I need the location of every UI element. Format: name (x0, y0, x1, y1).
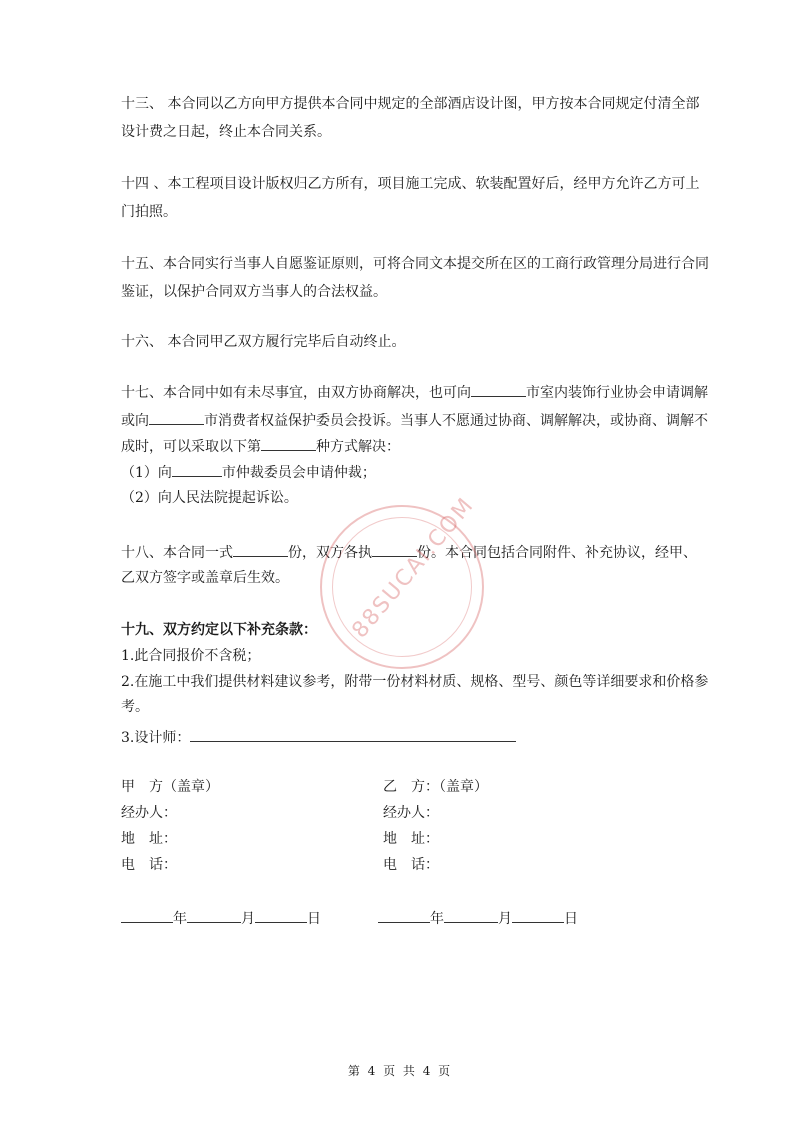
clause-15-line-2: 鉴证，以保护合同双方当事人的合法权益。 (121, 284, 387, 300)
clause-19-title: 十九、双方约定以下补充条款： (121, 622, 317, 638)
party-a-title: 甲 方（盖章） (121, 779, 219, 795)
clause-14-line-1: 十四 、本工程项目设计版权归乙方所有，项目施工完成、软装配置好后，经甲方允许乙方可上 (121, 176, 700, 192)
page-number-footer: 第 4 页 共 4 页 (347, 1064, 453, 1078)
clause-17-text-a: 十七、本合同中如有未尽事宜，由双方协商解决，也可向 (121, 385, 471, 401)
day-blank-field[interactable] (512, 908, 564, 923)
day-label: 日 (564, 911, 578, 927)
year-blank-field[interactable] (378, 908, 430, 923)
method-number-blank-field[interactable] (261, 436, 316, 451)
city-blank-field[interactable] (149, 410, 204, 425)
clause-19-item-2-line-2: 考。 (121, 699, 149, 715)
designer-label: 3.设计师： (121, 730, 191, 746)
clause-14-line-2: 门拍照。 (121, 204, 177, 220)
copies-blank-field[interactable] (233, 542, 288, 557)
city-blank-field[interactable] (471, 382, 526, 397)
day-label: 日 (307, 911, 321, 927)
party-b-date (378, 908, 578, 929)
clause-17-option-2: （2）向人民法院提起诉讼。 (121, 490, 298, 506)
year-blank-field[interactable] (121, 908, 173, 923)
clause-16-line-1: 十六、 本合同甲乙双方履行完毕后自动终止。 (121, 334, 406, 350)
clause-19-item-2-line-1: 2.在施工中我们提供材料建议参考，附带一份材料材质、规格、型号、颜色等详细要求和价格参 (121, 674, 709, 690)
clause-17-text-c: 或向 (121, 413, 149, 429)
clause-18-text-a: 十八、本合同一式 (121, 545, 233, 561)
year-label: 年 (173, 911, 187, 927)
day-blank-field[interactable] (255, 908, 307, 923)
clause-17-text-b: 市室内装饰行业协会申请调解 (526, 385, 708, 401)
clause-19-item-1: 1.此合同报价不含税； (121, 648, 261, 664)
watermark-text: 88SUCAI.COM (347, 492, 480, 644)
month-blank-field[interactable] (444, 908, 498, 923)
party-a-phone-label: 电 话： (121, 857, 177, 873)
party-b-address-label: 地 址： (383, 831, 439, 847)
party-a-date (121, 908, 321, 929)
year-label: 年 (430, 911, 444, 927)
party-a-address-label: 地 址： (121, 831, 177, 847)
clause-17-line-1 (121, 382, 708, 403)
clause-19-item-3 (121, 727, 516, 748)
month-label: 月 (241, 911, 255, 927)
clause-13-line-1: 十三、 本合同以乙方向甲方提供本合同中规定的全部酒店设计图，甲方按本合同规定付清全部 (121, 96, 700, 112)
option-1-text-a: （1）向 (121, 465, 172, 481)
designer-blank-field[interactable] (190, 727, 516, 742)
clause-17-line-2 (121, 410, 708, 431)
clause-17-text-d: 市消费者权益保护委员会投诉。当事人不愿通过协商、调解解决，或协商、调解不 (204, 413, 708, 429)
clause-18-line-2: 乙双方签字或盖章后生效。 (121, 570, 289, 586)
option-1-text-b: 市仲裁委员会申请仲裁； (221, 465, 376, 481)
clause-15-line-1: 十五、本合同实行当事人自愿鉴证原则，可将合同文本提交所在区的工商行政管理分局进行合同 (121, 256, 709, 272)
clause-17-option-1 (121, 462, 376, 483)
party-a-handler-label: 经办人： (121, 805, 177, 821)
clause-18-text-c: 份。本合同包括合同附件、补充协议，经甲、 (417, 545, 697, 561)
party-b-phone-label: 电 话： (383, 857, 439, 873)
city-blank-field[interactable] (172, 462, 222, 477)
clause-18-text-b: 份，双方各执 (288, 545, 372, 561)
clause-13-line-2: 设计费之日起，终止本合同关系。 (121, 124, 331, 140)
clause-17-text-f: 种方式解决： (316, 439, 400, 455)
watermark-stamp (320, 492, 484, 669)
month-blank-field[interactable] (187, 908, 241, 923)
clause-17-text-e: 成时，可以采取以下第 (121, 439, 261, 455)
clause-17-line-3 (121, 436, 400, 457)
month-label: 月 (498, 911, 512, 927)
party-b-title: 乙 方：（盖章） (383, 779, 488, 795)
party-b-handler-label: 经办人： (383, 805, 439, 821)
